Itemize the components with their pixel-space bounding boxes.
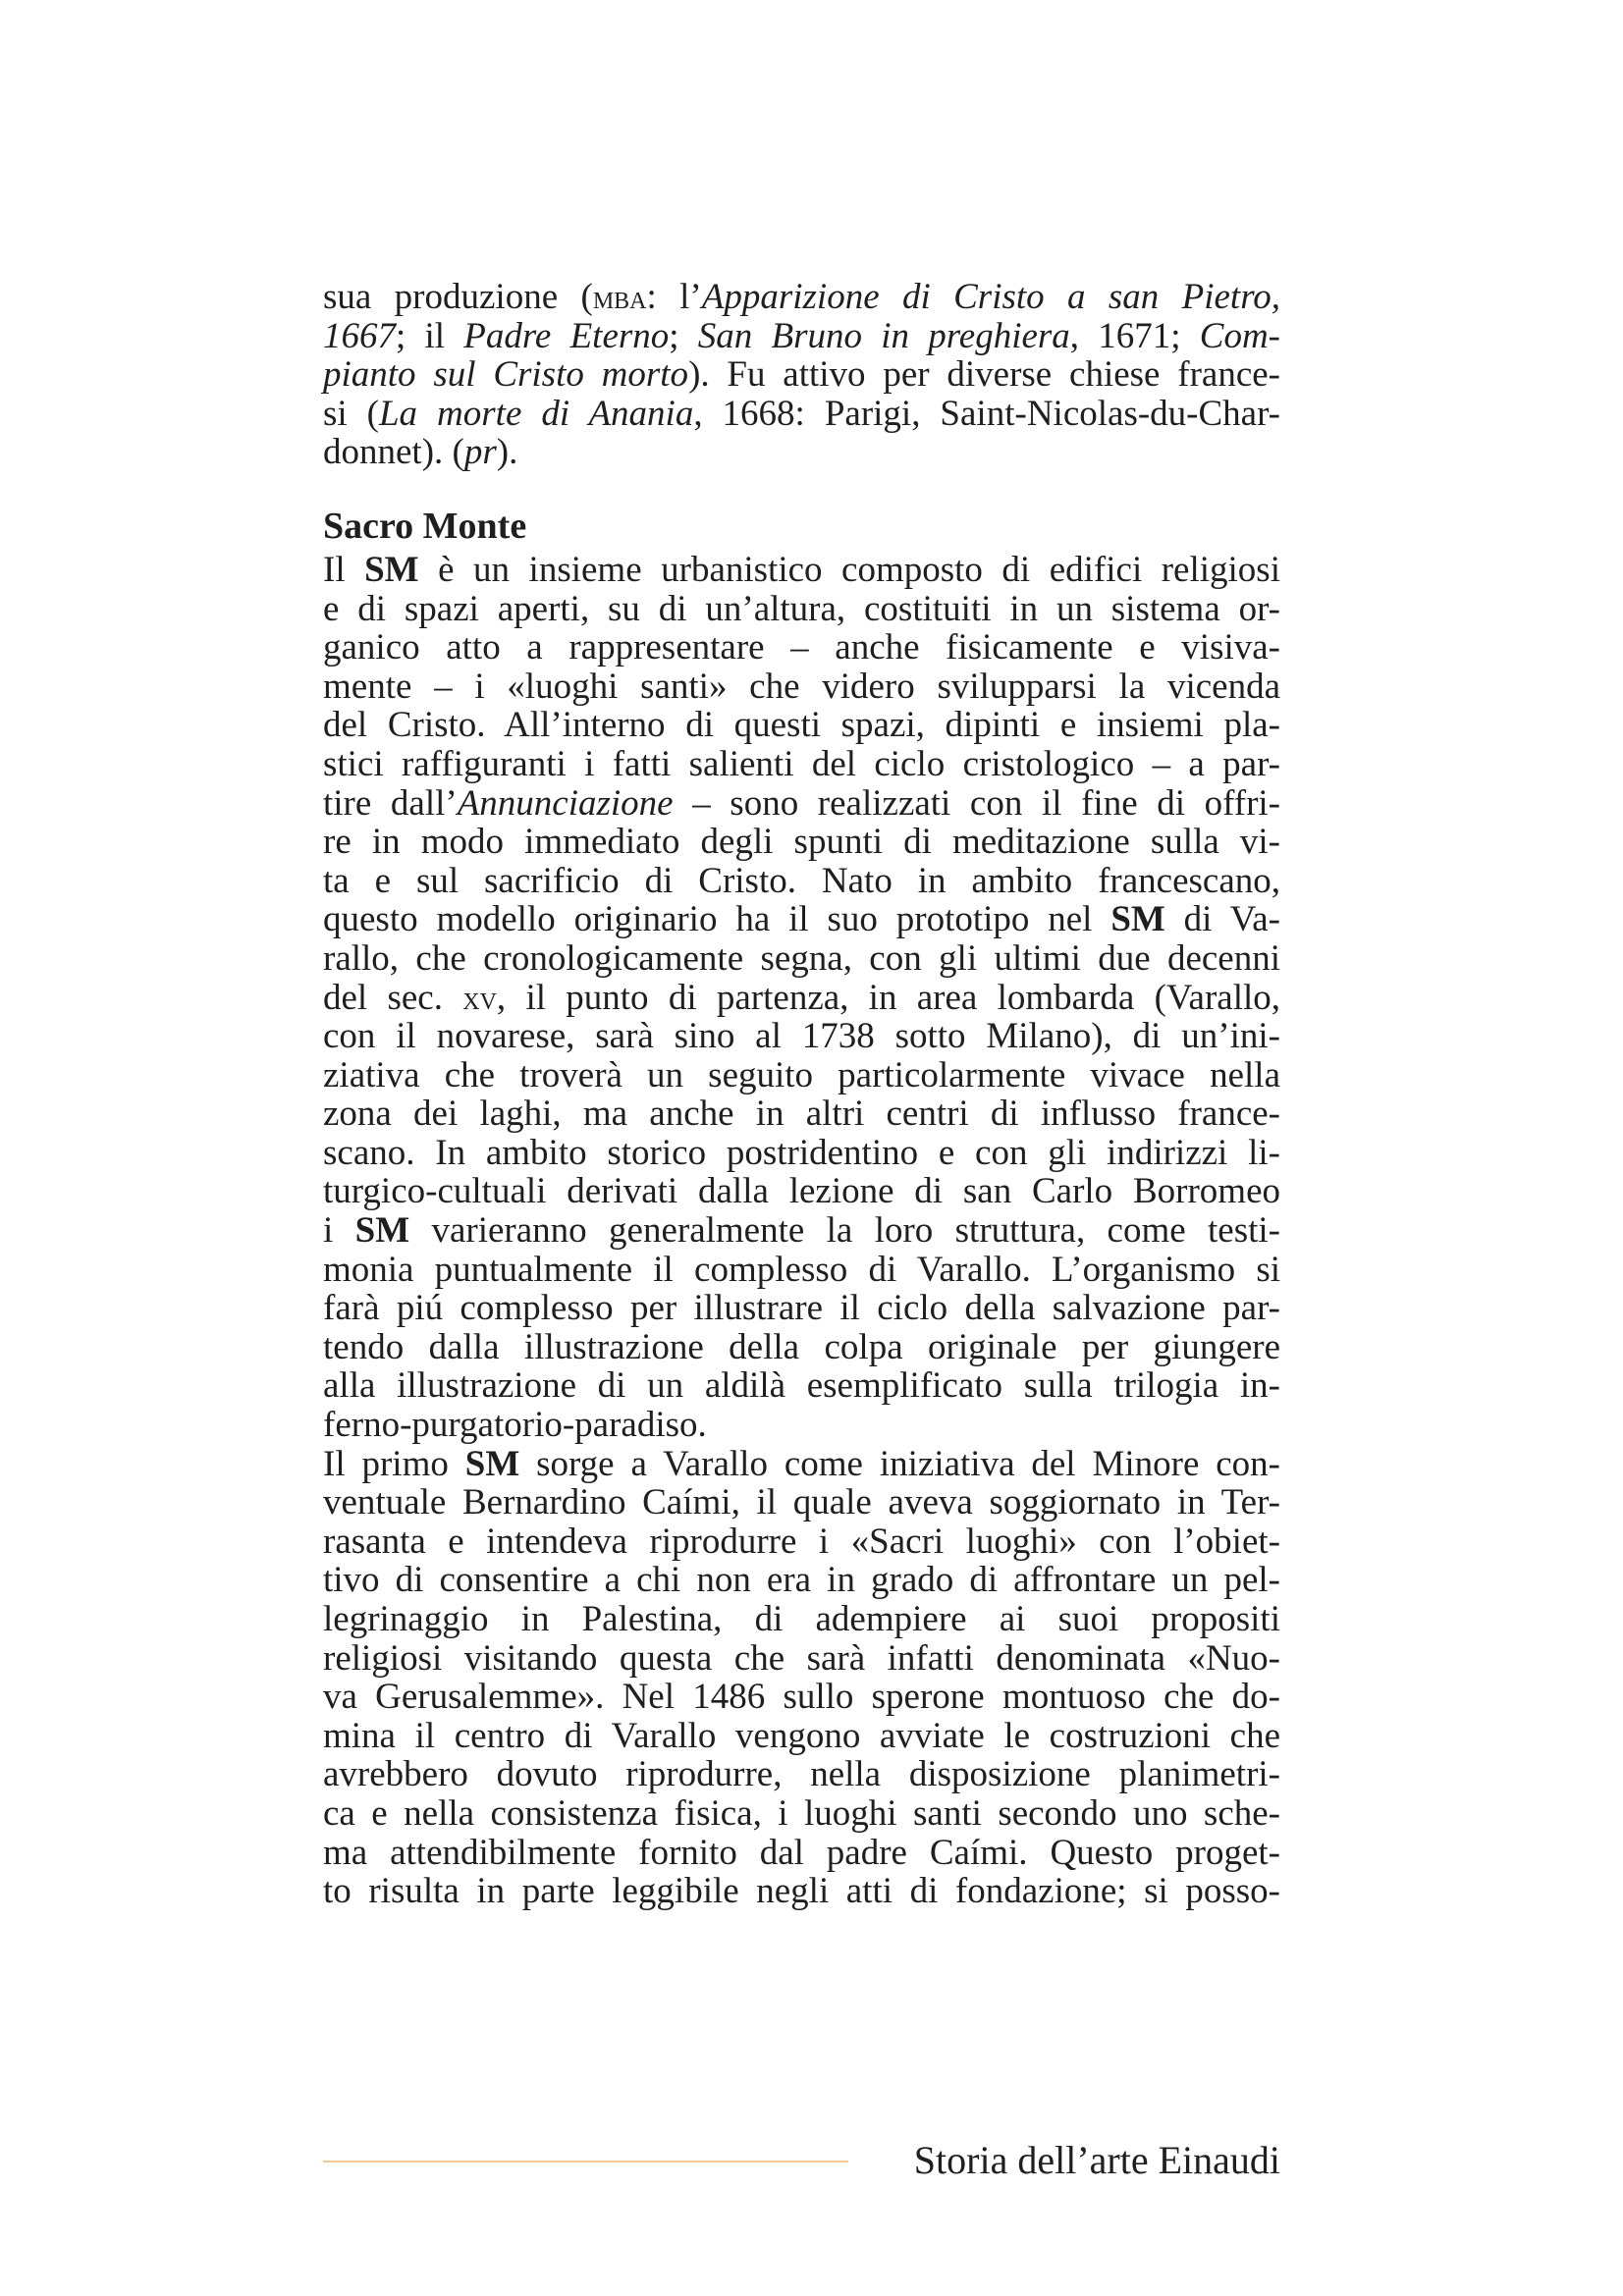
text-segment: donnet). ( bbox=[323, 432, 464, 473]
text-segment: pianto sul Cristo morto bbox=[323, 354, 689, 396]
text-segment: pr bbox=[463, 432, 497, 473]
text-segment: del sec. bbox=[323, 977, 463, 1018]
text-line bbox=[323, 862, 1280, 901]
text-segment: ventuale Bernardino Caími, il quale aveva soggiornato in Ter- bbox=[323, 1482, 1280, 1523]
text-line bbox=[323, 745, 1280, 784]
text-line bbox=[323, 1600, 1280, 1639]
text-segment: Com- bbox=[1199, 315, 1281, 356]
text-line bbox=[323, 395, 1280, 434]
text-segment: , il punto di partenza, in area lombarda (Varallo, bbox=[496, 977, 1281, 1018]
text-line bbox=[323, 1366, 1280, 1406]
text-segment: scano. In ambito storico postridentino e con gli indirizzi li- bbox=[323, 1132, 1280, 1173]
text-segment: xv bbox=[462, 980, 497, 1017]
text-segment: varieranno generalmente la loro struttura, come testi- bbox=[409, 1210, 1280, 1252]
text-line bbox=[323, 1211, 1280, 1251]
text-segment: SM bbox=[1110, 899, 1165, 940]
text-segment: va Gerusalemme». Nel 1486 sullo sperone montuoso che do- bbox=[323, 1677, 1280, 1718]
text-line bbox=[323, 1406, 1280, 1445]
text-segment: ; il bbox=[396, 315, 464, 356]
text-segment: si ( bbox=[323, 393, 379, 434]
text-segment: religiosi visitando questa che sarà infatti denominata «Nuo- bbox=[323, 1637, 1280, 1679]
text-segment: sorge a Varallo come iniziativa del Minore con- bbox=[519, 1443, 1281, 1484]
text-segment: re in modo immediato degli spunti di meditazione sulla vi- bbox=[323, 822, 1280, 863]
text-line bbox=[323, 1834, 1280, 1873]
entry-paragraph-2 bbox=[323, 1445, 1280, 1911]
text-segment: , 1668: Parigi, Saint-Nicolas-du-Char- bbox=[693, 393, 1280, 434]
text-segment: del Cristo. All’interno di questi spazi, dipinti e insiemi pla- bbox=[323, 705, 1280, 746]
text-segment: San Bruno in preghiera bbox=[697, 315, 1070, 356]
text-segment: : l’ bbox=[646, 277, 702, 317]
entry-paragraph-1 bbox=[323, 551, 1280, 1445]
text-line bbox=[323, 433, 1280, 472]
text-segment: ). bbox=[496, 432, 518, 473]
text-line bbox=[323, 900, 1280, 939]
text-line bbox=[323, 706, 1280, 745]
text-segment: to risulta in parte leggibile negli atti di fondazione; si posso- bbox=[323, 1871, 1280, 1912]
text-segment: Padre Eterno bbox=[463, 315, 670, 356]
text-segment: turgico-cultuali derivati dalla lezione di san Carlo Borromeo bbox=[323, 1171, 1280, 1212]
text-line bbox=[323, 1172, 1280, 1211]
text-line bbox=[323, 1755, 1280, 1794]
text-segment: è un insieme urbanistico composto di edifici religiosi bbox=[418, 549, 1280, 590]
text-segment: mente – i «luoghi santi» che videro svilupparsi la vicenda bbox=[323, 666, 1280, 707]
text-line bbox=[323, 1872, 1280, 1911]
text-segment: La morte di Anania bbox=[378, 393, 694, 434]
text-line bbox=[323, 1678, 1280, 1717]
text-line bbox=[323, 823, 1280, 862]
text-line bbox=[323, 1639, 1280, 1679]
text-segment: questo modello originario ha il suo prototipo nel bbox=[323, 899, 1111, 940]
text-line bbox=[323, 1289, 1280, 1328]
footer-rule bbox=[323, 2161, 848, 2163]
text-line bbox=[323, 317, 1280, 356]
text-line bbox=[323, 1056, 1280, 1095]
text-line bbox=[323, 784, 1280, 824]
text-line bbox=[323, 1794, 1280, 1834]
text-segment: tire dall’ bbox=[323, 782, 458, 824]
text-line bbox=[323, 590, 1280, 629]
text-segment: avrebbero dovuto riprodurre, nella disposizione planimetri- bbox=[323, 1754, 1280, 1795]
text-segment: Il primo bbox=[323, 1443, 465, 1484]
entry-heading: Sacro Monte bbox=[323, 505, 527, 547]
text-line bbox=[323, 551, 1280, 590]
text-segment: di Va- bbox=[1164, 899, 1280, 940]
text-segment: legrinaggio in Palestina, di adempiere ai suoi propositi bbox=[323, 1599, 1280, 1639]
text-segment: SM bbox=[354, 1210, 410, 1252]
spacer bbox=[323, 472, 1280, 502]
text-line bbox=[323, 667, 1280, 707]
text-segment: sua produzione ( bbox=[323, 277, 593, 317]
text-segment: Il bbox=[323, 549, 365, 590]
text-segment: ). Fu attivo per diverse chiese france- bbox=[688, 354, 1280, 396]
text-segment: tivo di consentire a chi non era in grado di affrontare un pel- bbox=[323, 1560, 1280, 1601]
text-segment: zona dei laghi, ma anche in altri centri di influsso france- bbox=[323, 1094, 1280, 1135]
text-segment: Annunciazione bbox=[457, 782, 674, 824]
text-line bbox=[323, 1717, 1280, 1756]
text-segment: rasanta e intendeva riprodurre i «Sacri luoghi» con l’obiet- bbox=[323, 1521, 1280, 1562]
text-segment: ta e sul sacrificio di Cristo. Nato in ambito francescano, bbox=[323, 860, 1280, 901]
text-line bbox=[323, 1017, 1280, 1056]
text-line bbox=[323, 1251, 1280, 1290]
text-line bbox=[323, 1328, 1280, 1367]
text-line bbox=[323, 1561, 1280, 1600]
text-line bbox=[323, 979, 1280, 1018]
text-segment: – sono realizzati con il fine di offri- bbox=[673, 782, 1280, 824]
text-segment: tendo dalla illustrazione della colpa originale per giungere bbox=[323, 1326, 1280, 1367]
text-segment: , 1671; bbox=[1069, 315, 1200, 356]
text-segment: i bbox=[323, 1210, 355, 1252]
text-segment: ; bbox=[669, 315, 698, 356]
text-segment: ferno-purgatorio-paradiso. bbox=[323, 1405, 707, 1446]
text-segment: mba bbox=[592, 280, 647, 316]
text-segment: ca e nella consistenza fisica, i luoghi santi secondo uno sche- bbox=[323, 1792, 1280, 1834]
text-line bbox=[323, 1522, 1280, 1562]
footer-title: Storia dell’arte Einaudi bbox=[913, 2138, 1280, 2182]
text-segment: ziativa che troverà un seguito particolarmente vivace nella bbox=[323, 1054, 1280, 1095]
text-line bbox=[323, 628, 1280, 667]
previous-entry-continuation bbox=[323, 278, 1280, 472]
text-segment: mina il centro di Varallo vengono avviate le costruzioni che bbox=[323, 1715, 1280, 1756]
text-line bbox=[323, 1095, 1280, 1134]
text-segment: 1667 bbox=[323, 315, 396, 356]
text-segment: ganico atto a rappresentare – anche fisicamente e visiva- bbox=[323, 627, 1280, 668]
text-segment: e di spazi aperti, su di un’altura, costituiti in un sistema or- bbox=[323, 588, 1280, 629]
text-segment: SM bbox=[464, 1443, 520, 1484]
text-segment: monia puntualmente il complesso di Varallo. L’organismo si bbox=[323, 1249, 1280, 1290]
text-segment: ma attendibilmente fornito dal padre Caími. Questo proget- bbox=[323, 1832, 1280, 1873]
text-line bbox=[323, 939, 1280, 979]
text-line bbox=[323, 1445, 1280, 1484]
text-line bbox=[323, 355, 1280, 395]
text-line bbox=[323, 278, 1280, 317]
text-segment: farà piú complesso per illustrare il ciclo della salvazione par- bbox=[323, 1288, 1280, 1329]
text-segment: rallo, che cronologicamente segna, con gli ultimi due decenni bbox=[323, 937, 1280, 979]
page-body bbox=[323, 278, 1280, 1911]
text-segment: alla illustrazione di un aldilà esemplificato sulla trilogia in- bbox=[323, 1365, 1280, 1407]
text-segment: Apparizione di Cristo a san Pietro, bbox=[701, 277, 1280, 317]
text-segment: stici raffiguranti i fatti salienti del ciclo cristologico – a par- bbox=[323, 743, 1280, 784]
text-segment: con il novarese, sarà sino al 1738 sotto Milano), di un’ini- bbox=[323, 1016, 1280, 1057]
text-line bbox=[323, 1134, 1280, 1173]
text-line bbox=[323, 1483, 1280, 1522]
text-segment: SM bbox=[364, 549, 419, 590]
